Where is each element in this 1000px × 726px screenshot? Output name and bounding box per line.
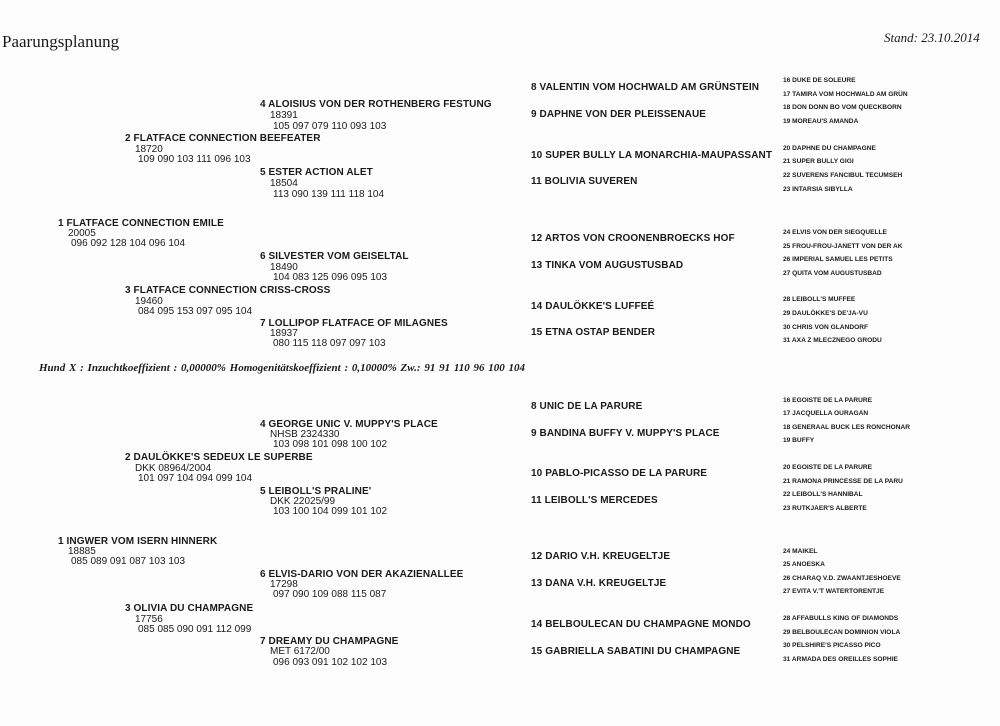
p2-gen5-24: 24 MAIKEL	[783, 548, 818, 555]
dog-scores: 103 098 101 098 100 102	[273, 439, 387, 450]
dog-reg: 18937	[270, 328, 298, 339]
p2-gen5-19: 19 BUFFY	[783, 437, 815, 444]
dog-name: 5 ESTER ACTION ALET	[260, 167, 373, 178]
p1-gen5-20: 20 DAPHNE DU CHAMPAGNE	[783, 145, 876, 152]
p1-gen4-13: 13 TINKA VOM AUGUSTUSBAD	[531, 260, 684, 271]
dog-name: 3 FLATFACE CONNECTION CRISS-CROSS	[125, 285, 331, 296]
p1-gen5-24: 24 ELVIS VON DER SIEGQUELLE	[783, 229, 887, 236]
p1-gen4-10: 10 SUPER BULLY LA MONARCHIA-MAUPASSANT	[531, 150, 773, 161]
dog-name: 2 DAULÖKKE'S SEDEUX LE SUPERBE	[125, 452, 313, 463]
p2-gen4-10: 10 PABLO-PICASSO DE LA PARURE	[531, 468, 708, 479]
dog-reg: 18720	[135, 144, 163, 155]
dog-name: 4 GEORGE UNIC V. MUPPY'S PLACE	[260, 419, 438, 430]
p2-gen5-23: 23 RUTKJAER'S ALBERTE	[783, 505, 867, 512]
p2-gen5-20: 20 EGOISTE DE LA PARURE	[783, 464, 873, 471]
page-title: Paarungsplanung	[2, 32, 120, 51]
p1-gen5-23: 23 INTARSIA SIBYLLA	[783, 186, 853, 193]
p1-gen5-17: 17 TAMIRA VOM HOCHWALD AM GRÜN	[783, 91, 908, 98]
dog-scores: 084 095 153 097 095 104	[138, 306, 252, 317]
p2-gen4-14: 14 BELBOULECAN DU CHAMPAGNE MONDO	[531, 619, 751, 630]
p2-gen5-30: 30 PELSHIRE'S PICASSO PICO	[783, 642, 881, 649]
dog-scores: 097 090 109 088 115 087	[273, 589, 387, 600]
p1-gen4-8: 8 VALENTIN VOM HOCHWALD AM GRÜNSTEIN	[531, 82, 760, 93]
dog-scores: 109 090 103 111 096 103	[138, 154, 251, 165]
dog-reg: 18391	[270, 110, 298, 121]
p2-gen4-11: 11 LEIBOLL'S MERCEDES	[531, 495, 658, 506]
dog-reg: MET 6172/00	[270, 646, 330, 657]
p2-gen5-21: 21 RAMONA PRINCESSE DE LA PARU	[783, 478, 903, 485]
dog-reg: 17756	[135, 614, 163, 625]
p1-gen5-29: 29 DAULÖKKE'S DE'JA-VU	[783, 310, 868, 317]
dog-reg: 20005	[68, 228, 96, 239]
p2-gen5-29: 29 BELBOULECAN DOMINION VIOLA	[783, 629, 901, 636]
p1-gen5-16: 16 DUKE DE SOLEURE	[783, 77, 856, 84]
dog-name: 7 LOLLIPOP FLATFACE OF MILAGNES	[260, 318, 448, 329]
p1-gen5-21: 21 SUPER BULLY GIGI	[783, 158, 854, 165]
dog-name: 2 FLATFACE CONNECTION BEEFEATER	[125, 133, 321, 144]
dog-name: 1 INGWER VOM ISERN HINNERK	[58, 536, 218, 547]
p1-gen5-31: 31 AXA Z MLECZNEGO GRODU	[783, 337, 882, 344]
p2-gen5-28: 28 AFFABULLS KING OF DIAMONDS	[783, 615, 899, 622]
p2-gen5-26: 26 CHARAQ V.D. ZWAANTJESHOEVE	[783, 575, 901, 582]
p2-gen4-9: 9 BANDINA BUFFY V. MUPPY'S PLACE	[531, 428, 720, 439]
p2-gen4-15: 15 GABRIELLA SABATINI DU CHAMPAGNE	[531, 646, 741, 657]
p2-gen5-27: 27 EVITA V.'T WATERTORENTJE	[783, 588, 885, 595]
dog-scores: 085 089 091 087 103 103	[71, 556, 185, 567]
p2-gen5-18: 18 GENERAAL BUCK LES RONCHONAR	[783, 424, 911, 431]
p1-gen5-30: 30 CHRIS VON GLANDORF	[783, 324, 868, 331]
dog-name: 6 ELVIS-DARIO VON DER AKAZIENALLEE	[260, 569, 464, 580]
p1-gen4-15: 15 ETNA OSTAP BENDER	[531, 327, 656, 338]
dog-scores: 113 090 139 111 118 104	[273, 189, 385, 200]
p1-gen5-28: 28 LEIBOLL'S MUFFEE	[783, 296, 856, 303]
dog-reg: DKK 08964/2004	[135, 463, 212, 474]
p1-gen5-25: 25 FROU-FROU-JANETT VON DER AK	[783, 243, 903, 250]
dog-name: 7 DREAMY DU CHAMPAGNE	[260, 636, 399, 647]
dog-scores: 096 092 128 104 096 104	[71, 238, 185, 249]
dog-reg: DKK 22025/99	[270, 496, 336, 507]
dog-name: 3 OLIVIA DU CHAMPAGNE	[125, 603, 254, 614]
stand-date: Stand: 23.10.2014	[884, 30, 980, 45]
dog-scores: 096 093 091 102 102 103	[273, 657, 387, 668]
p1-gen5-22: 22 SUVERENS FANCIBUL TECUMSEH	[783, 172, 903, 179]
dog-scores: 105 097 079 110 093 103	[273, 121, 387, 132]
dog-reg: 17298	[270, 579, 298, 590]
p1-gen5-27: 27 QUITA VOM AUGUSTUSBAD	[783, 270, 882, 277]
p2-gen5-17: 17 JACQUELLA OURAGAN	[783, 410, 869, 417]
dog-scores: 103 100 104 099 101 102	[273, 506, 387, 517]
dog-name: 6 SILVESTER VOM GEISELTAL	[260, 251, 409, 262]
p1-gen4-9: 9 DAPHNE VON DER PLEISSENAUE	[531, 109, 707, 120]
p2-gen4-12: 12 DARIO V.H. KREUGELTJE	[531, 551, 671, 562]
p2-gen5-16: 16 EGOISTE DE LA PARURE	[783, 397, 873, 404]
dog-reg: 19460	[135, 296, 163, 307]
p1-gen5-19: 19 MOREAU'S AMANDA	[783, 118, 859, 125]
hund-x-summary: Hund X : Inzuchtkoeffizient : 0,00000% Homogenitätskoeffizient : 0,10000% Zw.: 91 91 110 96 100 104	[39, 362, 525, 374]
dog-scores: 101 097 104 094 099 104	[138, 473, 252, 484]
dog-name: 5 LEIBOLL'S PRALINE'	[260, 486, 372, 497]
p1-gen4-12: 12 ARTOS VON CROONENBROECKS HOF	[531, 233, 735, 244]
p2-gen4-13: 13 DANA V.H. KREUGELTJE	[531, 578, 667, 589]
p1-gen5-18: 18 DON DONN BO VOM QUECKBORN	[783, 104, 902, 111]
p2-gen5-22: 22 LEIBOLL'S HANNIBAL	[783, 491, 863, 498]
dog-reg: NHSB 2324330	[270, 429, 340, 440]
dog-name: 4 ALOISIUS VON DER ROTHENBERG FESTUNG	[260, 99, 492, 110]
dog-reg: 18504	[270, 178, 298, 189]
p1-gen5-26: 26 IMPERIAL SAMUEL LES PETITS	[783, 256, 893, 263]
dog-reg: 18885	[68, 546, 96, 557]
dog-scores: 085 085 090 091 112 099	[138, 624, 252, 635]
p1-gen4-14: 14 DAULÖKKE'S LUFFEÉ	[531, 301, 655, 312]
dog-scores: 080 115 118 097 097 103	[273, 338, 386, 349]
p2-gen4-8: 8 UNIC DE LA PARURE	[531, 401, 643, 412]
p1-gen4-11: 11 BOLIVIA SUVEREN	[531, 176, 638, 187]
dog-name: 1 FLATFACE CONNECTION EMILE	[58, 218, 224, 229]
dog-scores: 104 083 125 096 095 103	[273, 272, 387, 283]
p2-gen5-31: 31 ARMADA DES OREILLES SOPHIE	[783, 656, 898, 663]
p2-gen5-25: 25 ANOESKA	[783, 561, 825, 568]
dog-reg: 18490	[270, 262, 298, 273]
